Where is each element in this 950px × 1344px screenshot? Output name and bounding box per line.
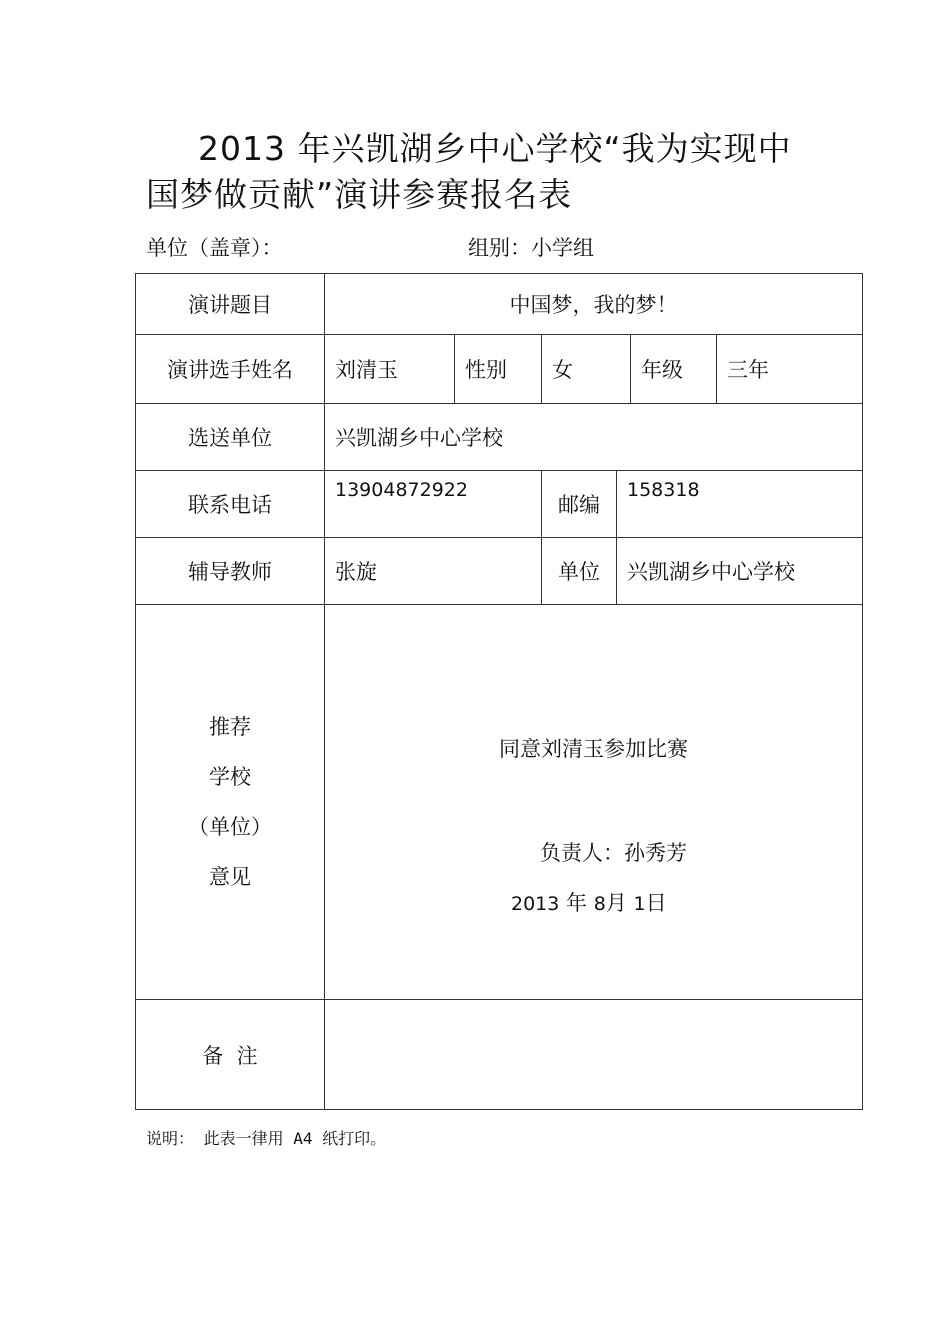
tutor-unit-value: 兴凯湖乡中心学校 [617,538,863,605]
signer: 负责人：孙秀芳 [540,841,687,865]
opinion-label-line: （单位） [188,815,272,839]
row-remarks [136,1000,863,1110]
sender-label: 选送单位 [136,404,325,471]
topic-label: 演讲题目 [136,274,325,335]
unit-stamp-label: 单位（盖章）： [146,236,283,260]
form-title-line2: 国梦做贡献”演讲参赛报名表 [146,175,573,214]
zip-value: 158318 [617,471,863,538]
sender-value: 兴凯湖乡中心学校 [325,404,863,471]
footnote: 说明： 此表一律用 A4 纸打印。 [146,1129,387,1148]
form-title [146,126,826,218]
row-tutor [136,538,863,605]
tutor-label: 辅导教师 [136,538,325,605]
remarks-value [325,1000,863,1110]
remarks-label: 备 注 [136,1000,325,1110]
phone-label: 联系电话 [136,471,325,538]
gender-value: 女 [542,335,631,404]
row-contact [136,471,863,538]
grade-label: 年级 [631,335,717,404]
date-year: 2013 [511,893,560,915]
phone-value: 13904872922 [325,471,542,538]
date-month-unit: 月 [605,891,627,915]
name-value: 刘清玉 [325,335,455,404]
opinion-label-line: 学校 [209,765,251,789]
opinion-text: 同意刘清玉参加比赛 [499,737,688,761]
date-day: 1 [633,893,646,915]
topic-value: 中国梦，我的梦！ [325,274,863,335]
date-month: 8 [593,893,606,915]
group-label: 组别：小学组 [468,236,594,260]
row-contestant [136,335,863,404]
date-day-unit: 日 [645,891,667,915]
tutor-unit-label: 单位 [542,538,617,605]
opinion-label [136,605,325,1000]
opinion-body [325,605,863,1000]
zip-label: 邮编 [542,471,617,538]
opinion-label-line: 推荐 [209,715,251,739]
form-title-line1: 2013 年兴凯湖乡中心学校“我为实现中 [198,129,792,168]
gender-label: 性别 [455,335,542,404]
date-year-unit: 年 [566,891,588,915]
opinion-date [511,887,667,917]
tutor-value: 张旋 [325,538,542,605]
row-sender [136,404,863,471]
row-opinion [136,605,863,1000]
name-label: 演讲选手姓名 [136,335,325,404]
opinion-label-line: 意见 [209,865,251,889]
row-topic [136,274,863,335]
grade-value: 三年 [717,335,863,404]
registration-table [135,273,863,1110]
